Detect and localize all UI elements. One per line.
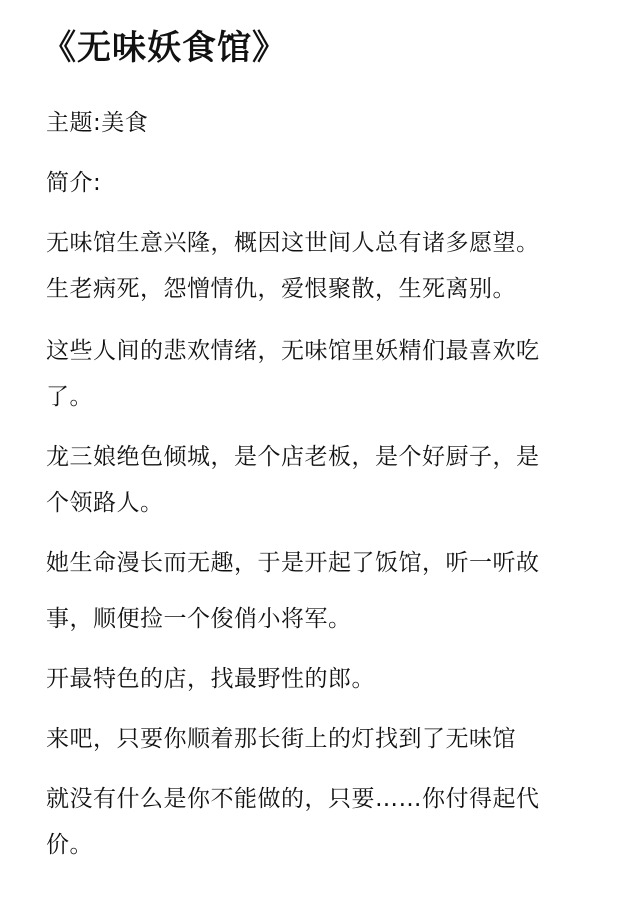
text-line: 无味馆生意兴隆，概因这世间人总有诸多愿望。 bbox=[46, 230, 540, 256]
text-line: 了。 bbox=[46, 384, 93, 410]
text-line: 开最特色的店，找最野性的郎。 bbox=[46, 666, 375, 692]
text-line: 生老病死，怨憎情仇，爱恨聚散，生死离别。 bbox=[46, 276, 516, 302]
intro-label: 简介: bbox=[46, 170, 102, 196]
text-line: 就没有什么是你不能做的，只要……你付得起代 bbox=[46, 786, 540, 812]
text-line: 来吧，只要你顺着那长街上的灯找到了无味馆 bbox=[46, 726, 516, 752]
text-line: 这些人间的悲欢情绪，无味馆里妖精们最喜欢吃 bbox=[46, 338, 540, 364]
text-line: 事，顺便捡一个俊俏小将军。 bbox=[46, 606, 352, 632]
text-line: 龙三娘绝色倾城，是个店老板，是个好厨子，是 bbox=[46, 444, 540, 470]
text-line: 价。 bbox=[46, 832, 93, 858]
theme-line: 主题:美食 bbox=[46, 110, 149, 136]
page-title: 《无味妖食馆》 bbox=[42, 28, 287, 68]
text-line: 她生命漫长而无趣，于是开起了饭馆，听一听故 bbox=[46, 550, 540, 576]
text-line: 个领路人。 bbox=[46, 490, 164, 516]
